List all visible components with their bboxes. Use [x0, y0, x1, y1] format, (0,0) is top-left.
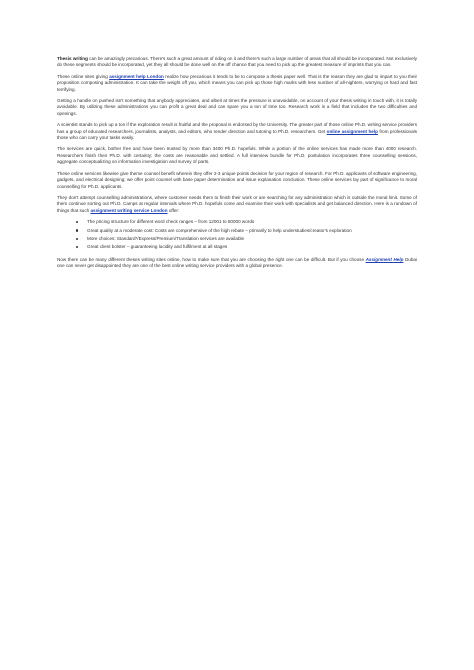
paragraph-text: offer: — [167, 207, 180, 213]
paragraph-services-quick: The services are quick, bother free and have been trusted by more than 3400 Ph.D. hopefuls. While a portion of the online services has made more than 4000 research. Researchers finish their Ph.D. with certainty; the costs are reasonable and settled. A full interview bundle for Ph.D. postulation incorporates three counselling sessions, aggregate conceptualizing on information investigation and survey of parts. — [57, 146, 417, 165]
bullet-dot-icon — [76, 246, 78, 248]
paragraph-online-sites — [57, 74, 417, 93]
bold-term-thesis-writing: Thesis writing — [57, 56, 88, 61]
bullet-dot-icon — [76, 238, 78, 240]
paragraph-text: can be amazingly precarious. There's such a great amount of riding on it and there's such a large number of areas that all should be incorporated. Not exclusively do these segments should be incorporated, yet they all should be done well on the off chance that you need to pick up the greatest measure of imprints that you can. — [57, 56, 417, 68]
paragraph-scientist — [57, 122, 417, 141]
bullet-list — [57, 219, 417, 251]
list-item-text: Great quality at a moderate cost: Costs are comprehensive of the high rebate – primarily to help understudies/creator's exploration — [87, 227, 352, 233]
list-item — [87, 244, 417, 250]
bullet-dot-icon — [76, 221, 78, 223]
list-item-text: Great client bolster – guaranteeing lucidity and fulfilment at all stages — [87, 244, 228, 250]
paragraph-moral-limit — [57, 195, 417, 214]
list-item — [87, 236, 417, 242]
link-assignment-help-london[interactable]: assignment help London — [109, 73, 164, 79]
paragraph-text: They don't attempt counselling administrations, where customer needs them to finish their work or are searching for any administration which is outside the moral limit. Some of them continue sorting out Ph.D. Camps at regular intervals where Ph.D. hopefuls come and examine their work with specialists and get balanced direction. Here is a rundown of things that such — [57, 194, 417, 213]
bullet-dot-icon — [76, 229, 78, 231]
list-item — [87, 228, 417, 234]
link-assignment-help[interactable]: Assignment Help — [365, 256, 404, 262]
paragraph-conclusion — [57, 257, 417, 270]
paragraph-getting-a-handle: Getting a handle on pushed isn't something that anybody appreciates, and albeit at times the pressure is unavoidable, on account of your thesis writing in touch with, it is totally avoidable. By utilizing these administrations you can profit a great deal and can spare you a ton of time too. Research work is a field that includes the two difficulties and openings. — [57, 98, 417, 116]
paragraph-thesis-writing — [57, 56, 417, 69]
paragraph-text: Now there can be many different theses writing sites online, how to make sure that you are choosing the right one can be difficult. But if you choose — [57, 256, 366, 262]
paragraph-theme-counsel: These online services likewise give theme counsel benefit wherein they offer 2-3 unique points decision for your region of research. For Ph.D. applicants of software engineering, gadgets, and electrical designing; we offer point counsel with base paper determination and issue explanation conclusion. These online services lay part of significance to moral counselling for Ph.D. applicants. — [57, 170, 417, 189]
paragraph-text: from professionals those who can carry your tasks easily. — [57, 128, 417, 141]
list-item — [87, 219, 417, 225]
paragraph-text: Dubai one can never get disappointed they are one of the best online writing service providers with a global presence. — [57, 256, 417, 269]
link-assignment-writing-service-london[interactable]: assignment writing service London — [90, 207, 168, 213]
list-item-text: The pricing structure for different word check ranges – from 12001 to 50000 words — [87, 219, 255, 225]
paragraph-text: These online sites giving — [57, 73, 110, 79]
list-item-text: More choices: Standard*/Express/Premium/Translation services are available — [87, 235, 245, 241]
paragraph-text: A scientist stands to pick up a ton if the exploration result is fruitful and the proposal is endorsed by the University. The greater part of those online Ph.D. writing service providers has a group of educated researchers, journalists, analysts, and editors, who render direction and tutoring to Ph.D. researchers. Get — [57, 122, 417, 134]
paragraph-text: realize how precarious it tends to be to compose a thesis paper well. That is the reason they are glad to impart to you their proposition composing administration. It can take the weight off you, which means you can pick up those high marks with less number of all-nighters, worrying or hard and fast terrifying. — [57, 73, 417, 92]
link-online-assignment-help[interactable]: online assignment help — [326, 128, 378, 134]
